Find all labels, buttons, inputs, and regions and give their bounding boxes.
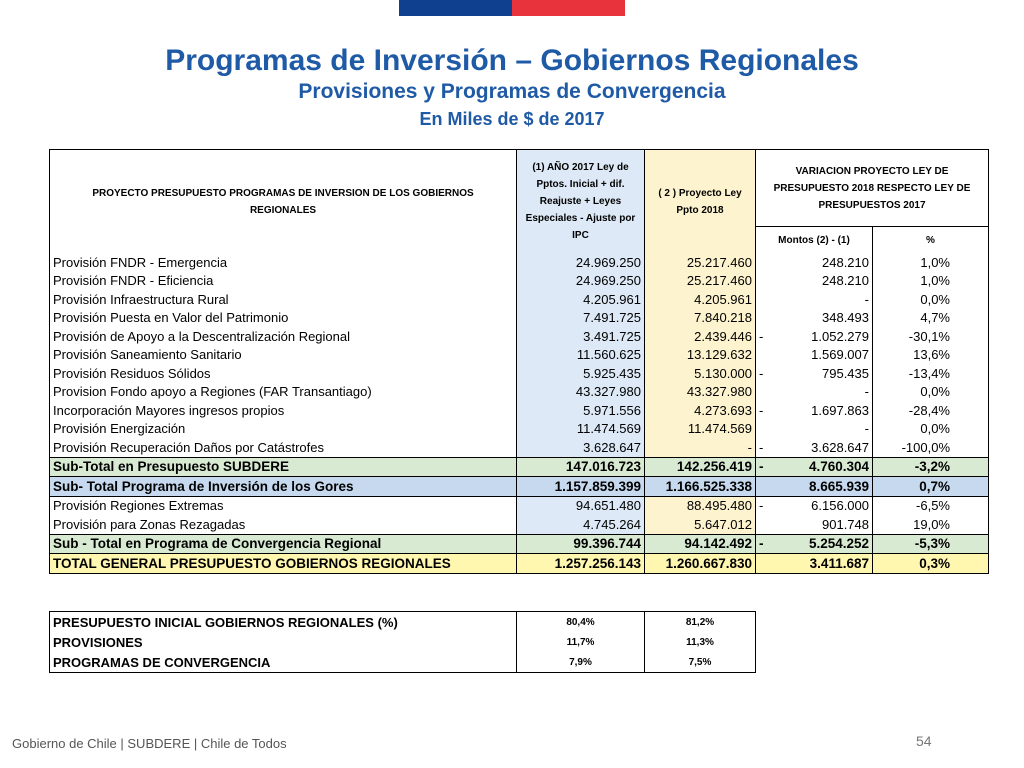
- row-label: Provisión de Apoyo a la Descentralización Regional: [50, 327, 517, 346]
- value-difference: [756, 383, 873, 402]
- value-2017: 7.491.725: [517, 309, 645, 328]
- value-2018: 4.205.961: [645, 290, 756, 309]
- value-difference: [756, 309, 873, 328]
- value-percent: 0,0%: [920, 384, 950, 400]
- value-difference: [756, 272, 873, 291]
- row-label: Provisión Regiones Extremas: [50, 496, 517, 515]
- value-2017: 43.327.980: [517, 383, 645, 402]
- value-percent: 4,7%: [920, 310, 950, 326]
- value-2018: -: [645, 438, 756, 457]
- value-percent: -5,3%: [873, 534, 989, 554]
- value-2018: 13.129.632: [645, 346, 756, 365]
- value-difference: [756, 554, 873, 574]
- table-row: [50, 346, 989, 365]
- value-2017: 1.257.256.143: [517, 554, 645, 574]
- value-difference: [756, 534, 873, 554]
- value-difference: [756, 515, 873, 534]
- table-row: [50, 364, 989, 383]
- value-difference: [756, 457, 873, 477]
- value-2017: 1.157.859.399: [517, 477, 645, 497]
- value-percent: 0,7%: [873, 477, 989, 497]
- value-2017: 3.491.725: [517, 327, 645, 346]
- row-label: Provisión Infraestructura Rural: [50, 290, 517, 309]
- difference-amount: 6.156.000: [811, 498, 869, 514]
- row-label: Provisión Energización: [50, 420, 517, 439]
- row-label: TOTAL GENERAL PRESUPUESTO GOBIERNOS REGIONALES: [50, 554, 517, 574]
- value-2017: 5.971.556: [517, 401, 645, 420]
- value-2018: 1.166.525.338: [645, 477, 756, 497]
- value-percent: -28,4%: [908, 402, 950, 418]
- value-difference: [756, 420, 873, 439]
- value-difference: [756, 346, 873, 365]
- difference-amount: 4.760.304: [808, 459, 869, 475]
- value-2017: 24.969.250: [517, 272, 645, 291]
- value-2017: 24.969.250: [517, 253, 645, 272]
- value-2018: 94.142.492: [645, 534, 756, 554]
- value-2017: 4.205.961: [517, 290, 645, 309]
- table-row: [50, 420, 989, 439]
- page-number: 54: [916, 733, 932, 749]
- difference-amount: 248.210: [822, 254, 869, 270]
- summary-label: PROVISIONES: [53, 634, 143, 650]
- row-label: Provisión FNDR - Emergencia: [50, 253, 517, 272]
- value-percent: -6,5%: [916, 498, 950, 514]
- header-variation: VARIACION PROYECTO LEY DE PRESUPUESTO 2018 RESPECTO LEY DE PRESUPUESTOS 2017: [756, 150, 989, 227]
- value-percent: 0,3%: [873, 554, 989, 574]
- difference-amount: 248.210: [822, 273, 869, 289]
- value-percent: -100,0%: [901, 439, 950, 455]
- difference-amount: 8.665.939: [808, 478, 869, 494]
- difference-amount: 3.411.687: [809, 555, 869, 571]
- table-row: [50, 290, 989, 309]
- table-row: [50, 253, 989, 272]
- value-percent: -13,4%: [908, 365, 950, 381]
- value-percent: 0,0%: [920, 421, 950, 437]
- value-difference: [756, 253, 873, 272]
- row-label: Provisión Residuos Sólidos: [50, 364, 517, 383]
- value-difference: [756, 438, 873, 457]
- subtotal-gores-row: [50, 477, 989, 497]
- difference-amount: 348.493: [822, 310, 869, 326]
- value-2018: 5.130.000: [645, 364, 756, 383]
- flag-blue-stripe: [399, 0, 512, 16]
- difference-amount: 795.435: [822, 365, 869, 381]
- value-2018: 5.647.012: [645, 515, 756, 534]
- difference-amount: -: [864, 384, 869, 400]
- summary-pct-2018: 7,5%: [645, 652, 756, 673]
- row-label: Provision Fondo apoyo a Regiones (FAR Transantiago): [50, 383, 517, 402]
- header-amount: Montos (2) - (1): [756, 227, 873, 254]
- summary-table: [49, 611, 756, 673]
- value-percent: 19,0%: [913, 516, 950, 532]
- difference-amount: -: [864, 291, 869, 307]
- footer-text: Gobierno de Chile | SUBDERE | Chile de Todos: [12, 736, 287, 751]
- value-difference: [756, 290, 873, 309]
- value-2018: 25.217.460: [645, 253, 756, 272]
- value-2018: 11.474.569: [645, 420, 756, 439]
- negative-sign: -: [759, 328, 764, 344]
- row-label: Provisión Puesta en Valor del Patrimonio: [50, 309, 517, 328]
- value-percent: 1,0%: [920, 254, 950, 270]
- difference-amount: 3.628.647: [811, 439, 869, 455]
- page-subtitle: Provisiones y Programas de Convergencia: [298, 80, 726, 103]
- summary-label: PROGRAMAS DE CONVERGENCIA: [53, 654, 271, 670]
- value-2018: 25.217.460: [645, 272, 756, 291]
- value-2017: 3.628.647: [517, 438, 645, 457]
- subtotal-subdere-row: [50, 457, 989, 477]
- table-row: [50, 438, 989, 457]
- summary-pct-2017: 7,9%: [517, 652, 645, 673]
- value-difference: [756, 364, 873, 383]
- summary-pct-2018: 11,3%: [645, 632, 756, 652]
- flag-bar: [399, 0, 625, 16]
- negative-sign: -: [759, 402, 764, 418]
- value-difference: [756, 401, 873, 420]
- negative-sign: -: [759, 439, 764, 455]
- negative-sign: -: [759, 365, 764, 381]
- row-label: Sub- Total Programa de Inversión de los Gores: [50, 477, 517, 497]
- row-label: Sub - Total en Programa de Convergencia Regional: [50, 534, 517, 554]
- value-percent: -30,1%: [908, 328, 950, 344]
- difference-amount: 1.052.279: [811, 328, 869, 344]
- value-2018: 1.260.667.830: [645, 554, 756, 574]
- table-header-row: [50, 150, 989, 227]
- value-difference: [756, 327, 873, 346]
- value-2018: 7.840.218: [645, 309, 756, 328]
- difference-amount: -: [864, 421, 869, 437]
- value-percent: 0,0%: [920, 291, 950, 307]
- summary-row: [50, 612, 756, 633]
- negative-sign: -: [759, 498, 764, 514]
- table-row: [50, 383, 989, 402]
- value-2017: 4.745.264: [517, 515, 645, 534]
- table-row: [50, 272, 989, 291]
- value-difference: [756, 496, 873, 515]
- table-row: [50, 515, 989, 534]
- header-2018: ( 2 ) Proyecto Ley Ppto 2018: [645, 150, 756, 254]
- value-percent: -3,2%: [873, 457, 989, 477]
- value-2018: 4.273.693: [645, 401, 756, 420]
- row-label: Provisión FNDR - Eficiencia: [50, 272, 517, 291]
- value-2017: 99.396.744: [517, 534, 645, 554]
- summary-row: [50, 652, 756, 673]
- value-difference: [756, 477, 873, 497]
- summary-pct-2018: 81,2%: [645, 612, 756, 633]
- negative-sign: -: [759, 459, 764, 475]
- value-2018: 2.439.446: [645, 327, 756, 346]
- negative-sign: -: [759, 536, 764, 552]
- row-label: Provisión Recuperación Daños por Catástrofes: [50, 438, 517, 457]
- row-label: Incorporación Mayores ingresos propios: [50, 401, 517, 420]
- table-row: [50, 496, 989, 515]
- header-program: PROYECTO PRESUPUESTO PROGRAMAS DE INVERSION DE LOS GOBIERNOS REGIONALES: [50, 150, 517, 254]
- total-general-row: [50, 554, 989, 574]
- budget-table: [49, 149, 989, 574]
- row-label: Provisión para Zonas Rezagadas: [50, 515, 517, 534]
- difference-amount: 1.569.007: [811, 347, 869, 363]
- header-2017: (1) AÑO 2017 Ley de Pptos. Inicial + dif. Reajuste + Leyes Especiales - Ajuste por IPC: [517, 150, 645, 254]
- value-2017: 11.474.569: [517, 420, 645, 439]
- table-row: [50, 401, 989, 420]
- summary-label: PRESUPUESTO INICIAL GOBIERNOS REGIONALES (%): [53, 614, 398, 630]
- value-2018: 43.327.980: [645, 383, 756, 402]
- summary-row: [50, 632, 756, 652]
- table-row: [50, 327, 989, 346]
- summary-pct-2017: 80,4%: [517, 612, 645, 633]
- value-percent: 1,0%: [920, 273, 950, 289]
- page-title: Programas de Inversión – Gobiernos Regionales: [165, 44, 859, 77]
- row-label: Sub-Total en Presupuesto SUBDERE: [50, 457, 517, 477]
- subtotal-convergence-row: [50, 534, 989, 554]
- difference-amount: 5.254.252: [808, 536, 869, 552]
- value-2017: 147.016.723: [517, 457, 645, 477]
- value-2018: 142.256.419: [645, 457, 756, 477]
- summary-pct-2017: 11,7%: [517, 632, 645, 652]
- row-label: Provisión Saneamiento Sanitario: [50, 346, 517, 365]
- value-2017: 5.925.435: [517, 364, 645, 383]
- flag-red-stripe: [512, 0, 625, 16]
- table-row: [50, 309, 989, 328]
- difference-amount: 1.697.863: [811, 402, 869, 418]
- value-percent: 13,6%: [913, 347, 950, 363]
- units-subtitle: En Miles de $ de 2017: [419, 109, 605, 129]
- value-2017: 11.560.625: [517, 346, 645, 365]
- value-2018: 88.495.480: [645, 496, 756, 515]
- value-2017: 94.651.480: [517, 496, 645, 515]
- header-percent: %: [926, 234, 935, 246]
- difference-amount: 901.748: [822, 516, 869, 532]
